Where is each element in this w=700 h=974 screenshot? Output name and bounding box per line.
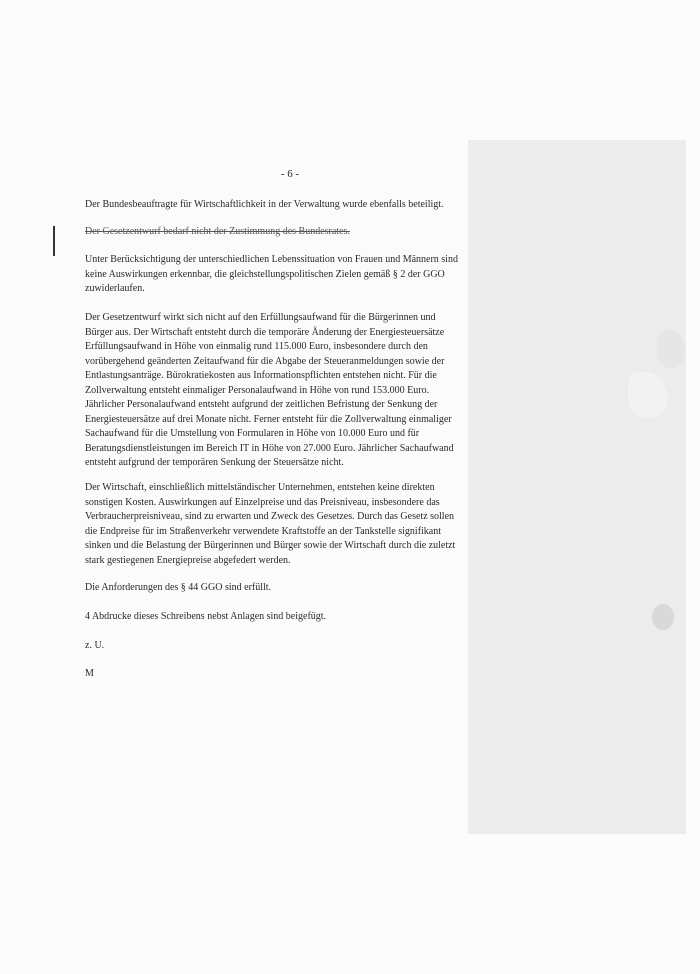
paragraph-erfuellungsaufwand: Der Gesetzentwurf wirkt sich nicht auf den Erfüllungsaufwand für die Bürgerinnen und Bürger aus. Der Wirtschaft entsteht durch die temporäre Änderung der Energiesteuersätze Erfüllungsaufwand in Höhe von einmalig rund 115.000 Euro, insbesondere durch den vorübergehend geänderten Zeitaufwand für die Abgabe der Steueranmeldungen sowie der Entlastungsanträge. Bürokratiekosten aus Informationspflichten entstehen nicht. Für die Zollverwaltung entsteht einmaliger Personalaufwand in Höhe von rund 153.000 Euro. Jährlicher Personalaufwand entsteht aufgrund der zeitlichen Befristung der Senkung der Energiesteuersätze auf drei Monate nicht. Ferner entsteht für die Zollverwaltung einmaliger Sachaufwand für die Umstellung von Formularen in Höhe von 10.000 Euro und für Beratungsdienstleistungen im Bereich IT in Höhe von 27.000 Euro. Jährlicher Sachaufwand entsteht aufgrund der temporären Senkung der Steuersätze nicht. (85, 312, 454, 468)
scan-shadow (468, 140, 686, 834)
paragraph-bundesbeauftragte: Der Bundesbeauftragte für Wirtschaftlichkeit in der Verwaltung wurde ebenfalls beteiligt. (85, 199, 444, 210)
paragraph-zu: z. U. (85, 640, 105, 651)
paragraph-gleichstellung: Unter Berücksichtigung der unterschiedlichen Lebenssituation von Frauen und Männern sind keine Auswirkungen erkennbar, die gleichstellungspolitischen Zielen gemäß § 2 der GGO zuwiderlaufen. (85, 254, 458, 294)
paper-tear (657, 330, 685, 368)
paragraph-struck-zustimmung: Der Gesetzentwurf bedarf nicht der Zustimmung des Bundesrates. (85, 226, 350, 237)
punch-hole (652, 604, 674, 630)
page-number: - 6 - (280, 168, 300, 180)
paragraph-ggo-anforderungen: Die Anforderungen des § 44 GGO sind erfüllt. (85, 582, 272, 593)
paragraph-abdrucke: 4 Abdrucke dieses Schreibens nebst Anlagen sind beigefügt. (85, 611, 327, 622)
signature-initial: M (85, 668, 94, 679)
change-bar (53, 226, 55, 256)
paragraph-wirtschaft-kosten: Der Wirtschaft, einschließlich mittelständischer Unternehmen, entstehen keine direkten sonstigen Kosten. Auswirkungen auf Einzelpreise und das Preisniveau, insbesondere das Verbraucherpreisniveau, sind zu erwarten und Zweck des Gesetzes. Durch das Gesetz sollen die Endpreise für im Straßenverkehr verwendete Kraftstoffe an der Tankstelle signifikant sinken und die Belastung der Bürgerinnen und Bürger sowie der Wirtschaft durch die zuletzt stark gestiegenen Energiepreise abgefedert werden. (85, 482, 456, 566)
